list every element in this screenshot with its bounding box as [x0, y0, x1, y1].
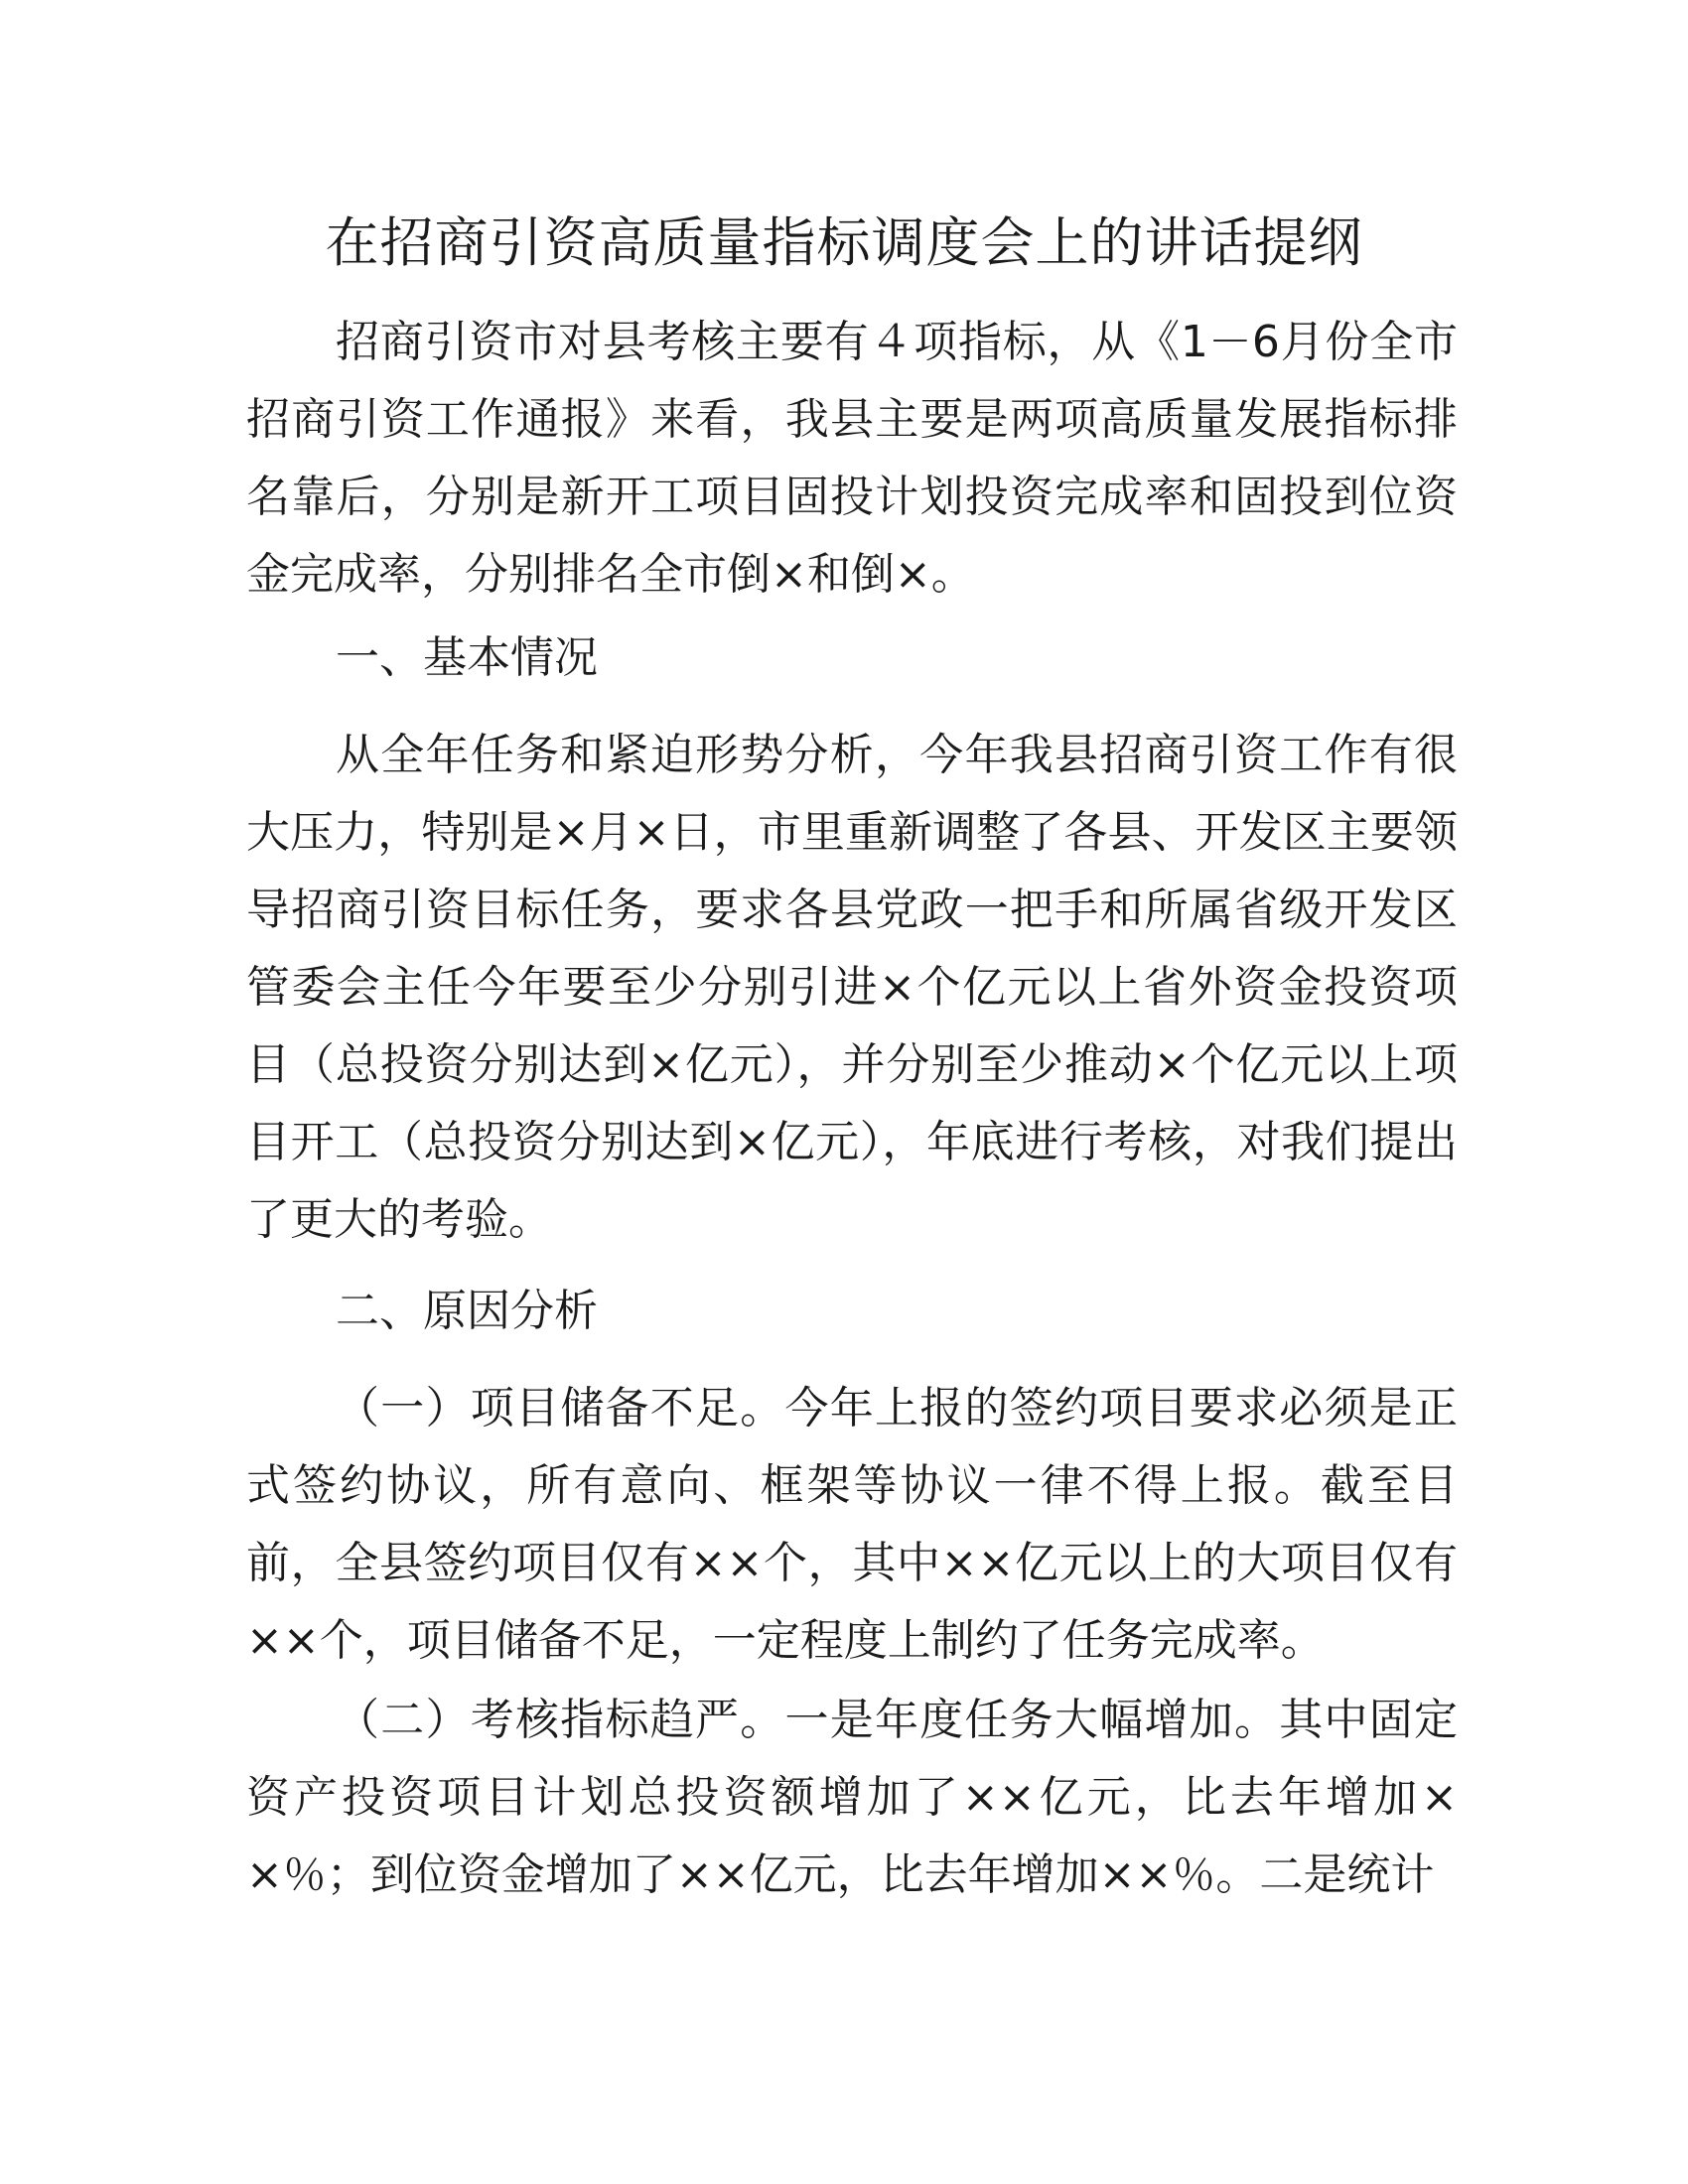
- document-title: 在招商引资高质量指标调度会上的讲话提纲: [325, 211, 1363, 274]
- reason-paragraph-project-reserve: （一）项目储备不足。今年上报的签约项目要求必须是正式签约协议，所有意向、框架等协议一律不得上报。截至目前，全县签约项目仅有××个，其中××亿元以上的大项目仅有××个，项目储备不足，一定程度上制约了任务完成率。: [246, 1383, 1458, 1666]
- reason-paragraph-assessment-indicators: （二）考核指标趋严。一是年度任务大幅增加。其中固定资产投资项目计划总投资额增加了××亿元，比去年增加××％；到位资金增加了××亿元，比去年增加××％。二是统计: [246, 1695, 1458, 1900]
- intro-paragraph: 招商引资市对县考核主要有４项指标，从《1－6月份全市招商引资工作通报》来看，我县主要是两项高质量发展指标排名靠后，分别是新开工项目固投计划投资完成率和固投到位资金完成率，分别排名全市倒×和倒×。: [246, 317, 1458, 600]
- section-heading-basic-situation: 一、基本情况: [336, 632, 598, 683]
- section-heading-cause-analysis: 二、原因分析: [336, 1286, 598, 1336]
- basic-situation-paragraph: 从全年任务和紧迫形势分析，今年我县招商引资工作有很大压力，特别是×月×日，市里重新调整了各县、开发区主要领导招商引资目标任务，要求各县党政一把手和所属省级开发区管委会主任今年要至少分别引进×个亿元以上省外资金投资项目（总投资分别达到×亿元），并分别至少推动×个亿元以上项目开工（总投资分别达到×亿元），年底进行考核，对我们提出了更大的考验。: [246, 730, 1458, 1245]
